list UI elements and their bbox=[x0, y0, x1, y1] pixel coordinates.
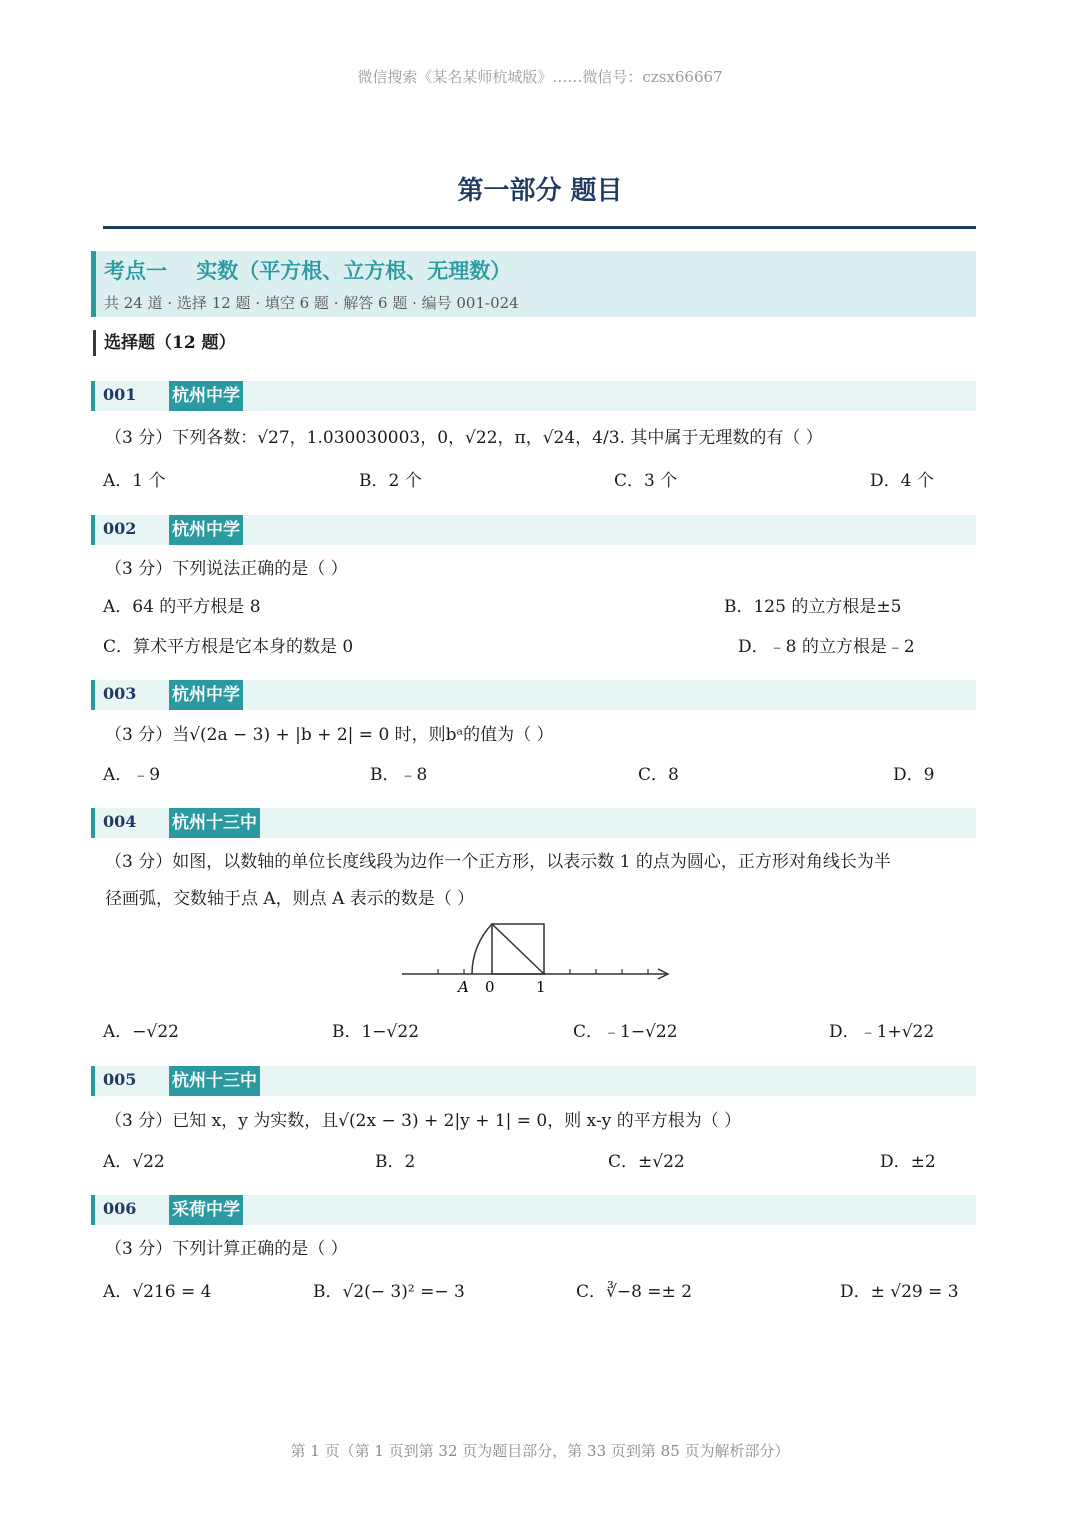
question-source: 杭州中学 bbox=[169, 381, 243, 411]
question-number: 002 bbox=[103, 519, 137, 538]
page-title: 第一部分 题目 bbox=[457, 176, 623, 206]
arc bbox=[472, 924, 492, 974]
question-stem-line1: （3 分）如图，以数轴的单位长度线段为边作一个正方形，以表示数 1 的点为圆心，正方形对角线长为半 bbox=[105, 852, 891, 872]
option-c: C．8 bbox=[638, 765, 679, 785]
label-a: A bbox=[458, 978, 469, 996]
label-zero: 0 bbox=[485, 978, 495, 996]
question-source: 杭州中学 bbox=[169, 515, 243, 545]
option-a: A．1 个 bbox=[103, 471, 166, 491]
question-stem: （3 分）下列说法正确的是（ ） bbox=[105, 559, 348, 579]
watermark: 微信搜索《某名某师杭城版》……微信号：czsx66667 bbox=[357, 68, 723, 86]
option-d: D．9 bbox=[893, 765, 935, 785]
option-c: C．算术平方根是它本身的数是 0 bbox=[103, 637, 354, 657]
question-header-003 bbox=[91, 680, 976, 710]
label-one: 1 bbox=[536, 978, 546, 996]
option-c: C．∛−8 =± 2 bbox=[576, 1282, 693, 1302]
option-a: A．√216 = 4 bbox=[103, 1282, 212, 1302]
question-header-004 bbox=[91, 808, 976, 838]
question-source: 杭州十三中 bbox=[169, 1066, 260, 1096]
question-source: 杭州中学 bbox=[169, 680, 243, 710]
option-a: A．−√22 bbox=[103, 1022, 179, 1042]
question-header-001 bbox=[91, 381, 976, 411]
question-number: 003 bbox=[103, 684, 137, 703]
option-c: C．﹣1−√22 bbox=[573, 1022, 678, 1042]
option-d: D．﹣1+√22 bbox=[829, 1022, 935, 1042]
option-b: B．√2(− 3)² =− 3 bbox=[313, 1282, 465, 1302]
option-a: A．√22 bbox=[103, 1152, 165, 1172]
option-d: D．± √29 = 3 bbox=[840, 1282, 959, 1302]
question-header-006 bbox=[91, 1195, 976, 1225]
option-d: D．±2 bbox=[880, 1152, 936, 1172]
section-title: 考点一 实数（平方根、立方根、无理数） bbox=[104, 259, 512, 283]
section-subtitle: 共 24 道 · 选择 12 题 · 填空 6 题 · 解答 6 题 · 编号 001-024 bbox=[104, 294, 519, 312]
option-b: B．125 的立方根是±5 bbox=[724, 597, 902, 617]
question-stem: （3 分）下列计算正确的是（ ） bbox=[105, 1239, 348, 1259]
question-stem: （3 分）已知 x，y 为实数，且√(2x − 3) + 2|y + 1| = 0，则 x-y 的平方根为（ ） bbox=[105, 1111, 742, 1131]
option-b: B．2 bbox=[375, 1152, 416, 1172]
question-number: 005 bbox=[103, 1070, 137, 1089]
sub-heading: 选择题（12 题） bbox=[93, 330, 236, 356]
option-c: C．3 个 bbox=[614, 471, 678, 491]
option-b: B．1−√22 bbox=[332, 1022, 420, 1042]
option-c: C．±√22 bbox=[608, 1152, 685, 1172]
option-b: B．﹣8 bbox=[370, 765, 428, 785]
option-a: A．﹣9 bbox=[103, 765, 161, 785]
question-header-005 bbox=[91, 1066, 976, 1096]
option-b: B．2 个 bbox=[359, 471, 422, 491]
square-diagonal bbox=[492, 924, 544, 974]
question-stem-line2: 径画弧，交数轴于点 A，则点 A 表示的数是（ ） bbox=[105, 889, 475, 909]
question-stem: （3 分）下列各数：√27，1.030030003，0，√22，π，√24，4/3. 其中属于无理数的有（ ） bbox=[105, 428, 823, 448]
option-d: D．4 个 bbox=[870, 471, 934, 491]
question-number: 001 bbox=[103, 385, 137, 404]
title-divider bbox=[103, 226, 976, 229]
page-footer: 第 1 页（第 1 页到第 32 页为题目部分，第 33 页到第 85 页为解析部分） bbox=[290, 1442, 790, 1460]
question-stem: （3 分）当√(2a − 3) + |b + 2| = 0 时，则bᵃ的值为（ ） bbox=[105, 725, 554, 745]
question-number: 004 bbox=[103, 812, 137, 831]
question-number: 006 bbox=[103, 1199, 137, 1218]
section-header bbox=[91, 251, 976, 317]
option-a: A．64 的平方根是 8 bbox=[103, 597, 261, 617]
question-header-002 bbox=[91, 515, 976, 545]
question-source: 采荷中学 bbox=[169, 1195, 243, 1225]
number-line-figure bbox=[400, 918, 680, 1000]
question-source: 杭州十三中 bbox=[169, 808, 260, 838]
option-d: D．﹣8 的立方根是﹣2 bbox=[738, 637, 915, 657]
